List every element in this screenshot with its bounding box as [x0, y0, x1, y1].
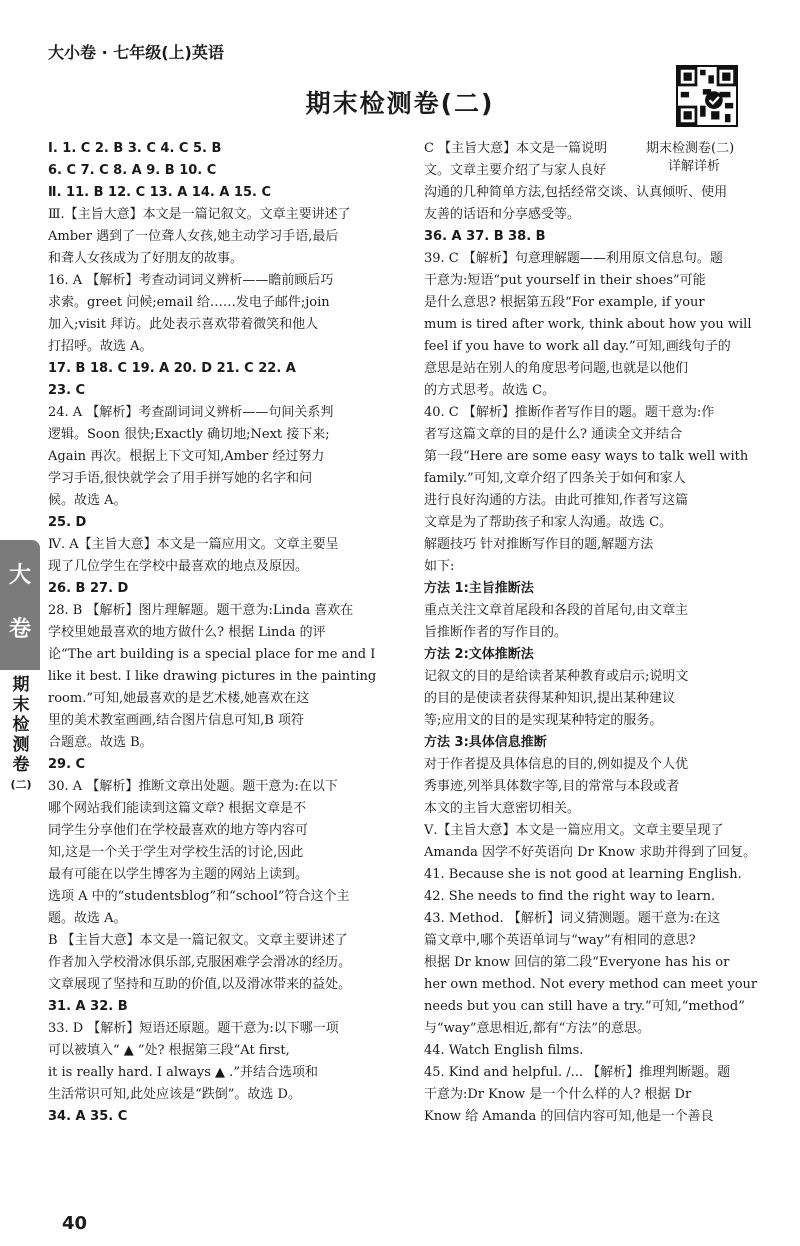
answer-line: 进行良好沟通的方法。由此可推知,作者写这篇 — [424, 493, 689, 508]
answer-line: 加入;visit 拜访。此处表示喜欢带着微笑和他人 — [48, 317, 319, 332]
answer-line: Amber 遇到了一位聋人女孩,她主动学习手语,最后 — [48, 229, 339, 244]
side-tab-char: 测 — [12, 735, 30, 755]
answer-line: 逻辑。Soon 很快;Exactly 确切地;Next 接下来; — [48, 427, 330, 442]
book-header: 大小卷 · 七年级(上)英语 — [48, 43, 224, 62]
answer-line: 候。故选 A。 — [48, 493, 127, 508]
answer-line: 对于作者提及具体信息的目的,例如提及个人优 — [424, 757, 689, 772]
answer-line: 45. Kind and helpful. /... 【解析】推理判断题。题 — [424, 1065, 731, 1080]
side-tab-char: 末 — [12, 695, 30, 715]
answer-line: her own method. Not every method can meet your — [424, 977, 758, 992]
side-tab-char: 检 — [12, 715, 30, 735]
answer-line: like it best. I like drawing pictures in the painting — [48, 669, 377, 684]
answer-line: 篇文章中,哪个英语单词与“way”有相同的意思? — [424, 933, 696, 948]
answer-line: 者写这篇文章的目的是什么? 通读全文并结合 — [424, 427, 683, 442]
answer-line: 打招呼。故选 A。 — [48, 339, 153, 354]
answer-line: C 【主旨大意】本文是一篇说明 — [424, 141, 608, 156]
answer-line: 选项 A 中的“studentsblog”和“school”符合这个主 — [48, 889, 350, 904]
answer-line: 本文的主旨大意密切相关。 — [424, 801, 581, 816]
side-tab-char: 卷 — [8, 617, 31, 642]
answer-line: 记叙文的目的是给读者某种教育或启示;说明文 — [424, 669, 689, 684]
side-tab-section — [6, 675, 36, 795]
side-tab-char: 大 — [8, 563, 31, 588]
answer-line: 34. A 35. C — [48, 1109, 128, 1124]
answer-line: 等;应用文的目的是实现某种特定的服务。 — [424, 713, 663, 728]
answer-line: 33. D 【解析】短语还原题。题干意为:以下哪一项 — [48, 1021, 339, 1036]
left-answer-column — [48, 138, 410, 1128]
answer-line: 16. A 【解析】考查动词词义辨析——瞻前顾后巧 — [48, 273, 334, 288]
answer-line: 题。故选 A。 — [48, 911, 127, 926]
answer-line: Ⅱ. 11. B 12. C 13. A 14. A 15. C — [48, 185, 272, 200]
answer-line: 方法 3:具体信息推断 — [424, 735, 547, 750]
answer-line: Again 再次。根据上下文可知,Amber 经过努力 — [48, 449, 325, 464]
side-tab-char: (二) — [10, 778, 32, 791]
answer-line: 的方式思考。故选 C。 — [424, 383, 556, 398]
answer-line: 秀事迹,列举具体数字等,目的常常与本段或者 — [424, 779, 680, 794]
answer-line: 重点关注文章首尾段和各段的首尾句,由文章主 — [424, 603, 689, 618]
answer-line: 40. C 【解析】推断作者写作目的题。题干意为:作 — [424, 405, 715, 420]
answer-line: needs but you can still have a try.”可知,“method” — [424, 999, 745, 1014]
answer-line: 同学生分享他们在学校最喜欢的地方等内容可 — [48, 823, 309, 838]
answer-line: 30. A 【解析】推断文章出处题。题干意为:在以下 — [48, 779, 338, 794]
answer-line: Amanda 因学不好英语向 Dr Know 求助并得到了回复。 — [424, 845, 757, 860]
answer-line: 论“The art building is a special place for me and I — [48, 647, 376, 662]
answer-line: 作者加入学校滑冰俱乐部,克服困难学会滑冰的经历。 — [48, 955, 352, 970]
right-answer-column — [424, 138, 776, 1128]
answer-line: room.”可知,她最喜欢的是艺术楼,她喜欢在这 — [48, 691, 310, 706]
answer-line: 24. A 【解析】考查副词词义辨析——句间关系判 — [48, 405, 334, 420]
answer-line: 干意为:Dr Know 是一个什么样的人? 根据 Dr — [424, 1087, 692, 1102]
side-tab-char: 卷 — [12, 755, 30, 775]
answer-line: 6. C 7. C 8. A 9. B 10. C — [48, 163, 217, 178]
answer-line: 23. C — [48, 383, 86, 398]
answer-line: 沟通的几种简单方法,包括经常交谈、认真倾听、使用 — [424, 185, 728, 200]
answer-line: 求索。greet 问候;email 给……发电子邮件;join — [48, 295, 330, 310]
answer-line: 29. C — [48, 757, 86, 772]
answer-line: 学习手语,很快就学会了用手拼写她的名字和问 — [48, 471, 313, 486]
answer-line: 25. D — [48, 515, 87, 530]
answer-line: 友善的话语和分享感受等。 — [424, 207, 581, 222]
answer-line: 17. B 18. C 19. A 20. D 21. C 22. A — [48, 361, 296, 376]
answer-line: 解题技巧 针对推断写作目的题,解题方法 — [424, 537, 654, 552]
answer-line: family.”可知,文章介绍了四条关于如何和家人 — [424, 471, 686, 486]
answer-line: Ⅰ. 1. C 2. B 3. C 4. C 5. B — [48, 141, 222, 156]
answer-line: mum is tired after work, think about how you will — [424, 317, 752, 332]
answer-line: 知,这是一个关于学生对学校生活的讨论,因此 — [48, 845, 304, 860]
answer-line: 哪个网站我们能读到这篇文章? 根据文章是不 — [48, 801, 307, 816]
page-title: 期末检测卷(二) — [305, 89, 495, 118]
answer-line: 现了几位学生在学校中最喜欢的地点及原因。 — [48, 559, 309, 574]
answer-line: 和聋人女孩成为了好朋友的故事。 — [48, 251, 244, 266]
answer-line: 干意为:短语“put yourself in their shoes”可能 — [424, 273, 706, 288]
answer-line: 与“way”意思相近,都有“方法”的意思。 — [424, 1021, 650, 1036]
answer-line: 合题意。故选 B。 — [48, 735, 153, 750]
answer-line: 的目的是使读者获得某种知识,提出某种建议 — [424, 691, 676, 706]
answer-line: it is really hard. I always ▲ .”并结合选项和 — [48, 1065, 318, 1080]
answer-line: Ⅳ. A【主旨大意】本文是一篇应用文。文章主要呈 — [48, 537, 339, 552]
qr-caption-line: 详解详析 — [668, 159, 721, 174]
page-number: 40 — [62, 1213, 88, 1234]
answer-line: 41. Because she is not good at learning English. — [424, 867, 742, 882]
answer-line: 43. Method. 【解析】词义猜测题。题干意为:在这 — [424, 911, 721, 926]
answer-line: 方法 2:文体推断法 — [424, 647, 534, 662]
answer-line: Ⅲ.【主旨大意】本文是一篇记叙文。文章主要讲述了 — [48, 207, 351, 222]
answer-line: 文章是为了帮助孩子和家人沟通。故选 C。 — [424, 515, 673, 530]
answer-line: 31. A 32. B — [48, 999, 128, 1014]
qr-code-icon[interactable] — [676, 65, 738, 127]
answer-line: 可以被填入“ ▲ ”处? 根据第三段“At first, — [48, 1043, 290, 1058]
answer-line: 第一段“Here are some easy ways to talk well with — [424, 449, 749, 464]
answer-line: 44. Watch English films. — [424, 1043, 584, 1058]
answer-line: 意思是站在别人的角度思考问题,也就是以他们 — [424, 361, 689, 376]
answer-line: 文。文章主要介绍了与家人良好 — [424, 163, 607, 178]
side-tab-char: 期 — [12, 675, 30, 695]
answer-line: 36. A 37. B 38. B — [424, 229, 546, 244]
answer-line: feel if you have to work all day.”可知,画线句子的 — [424, 339, 731, 354]
answer-line: 26. B 27. D — [48, 581, 129, 596]
answer-line: Know 给 Amanda 的回信内容可知,他是一个善良 — [424, 1109, 714, 1124]
answer-line: 最有可能在以学生博客为主题的网站上读到。 — [48, 867, 309, 882]
answer-line: 39. C 【解析】句意理解题——利用原文信息句。题 — [424, 251, 723, 266]
answer-line: B 【主旨大意】本文是一篇记叙文。文章主要讲述了 — [48, 933, 348, 948]
answer-line: 文章展现了坚持和互助的价值,以及滑冰带来的益处。 — [48, 977, 352, 992]
answer-line: 如下: — [424, 559, 455, 574]
answer-line: 是什么意思? 根据第五段“For example, if your — [424, 295, 705, 310]
answer-line: 42. She needs to find the right way to learn. — [424, 889, 716, 904]
qr-caption-line: 期末检测卷(二) — [646, 141, 735, 156]
answer-line: 28. B 【解析】图片理解题。题干意为:Linda 喜欢在 — [48, 603, 354, 618]
answer-line: 里的美术教室画画,结合图片信息可知,B 项符 — [48, 713, 304, 728]
side-tab-label — [0, 540, 40, 670]
answer-line: Ⅴ.【主旨大意】本文是一篇应用文。文章主要呈现了 — [424, 823, 724, 838]
answer-line: 根据 Dr know 回信的第二段“Everyone has his or — [424, 955, 730, 970]
answer-line: 学校里她最喜欢的地方做什么? 根据 Linda 的评 — [48, 625, 326, 640]
answer-line: 旨推断作者的写作目的。 — [424, 625, 568, 640]
side-tab — [0, 540, 40, 910]
answer-line: 方法 1:主旨推断法 — [424, 581, 534, 596]
answer-line: 生活常识可知,此处应该是“跌倒”。故选 D。 — [48, 1087, 301, 1102]
